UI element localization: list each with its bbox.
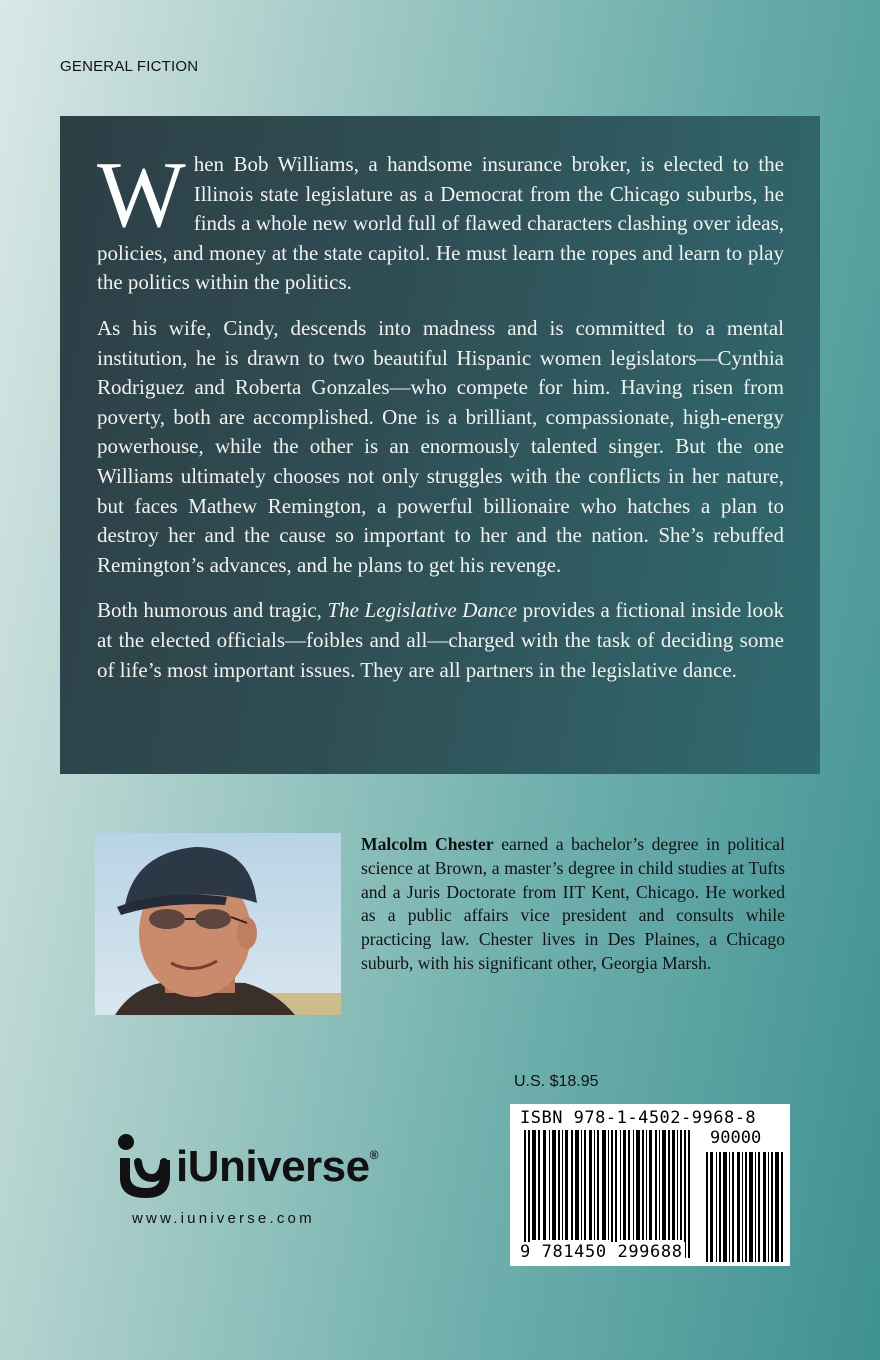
author-photo bbox=[95, 833, 341, 1015]
publisher-name-text: iUniverse bbox=[176, 1142, 370, 1191]
barcode bbox=[510, 1104, 790, 1266]
blurb-paragraph-2: As his wife, Cindy, descends into madness and is committed to a mental institution, he is drawn to two beautiful Hispanic women legislators—Cynthia Rodriguez and Roberta Gonzales—who compete for him. Having risen from poverty, both are accomplished. One is a brilliant, compassionate, high-energy powerhouse, while the other is an enormously talented singer. But the one Williams ultimately chooses not only struggles with the conflicts in her nature, but faces Mathew Remington, a powerful billionaire who hatches a plan to destroy her and the cause so important to her and the nation. She’s rebuffed Remington’s advances, and he plans to get his revenge. bbox=[97, 315, 784, 577]
author-bio-text: earned a bachelor’s degree in political science at Brown, a master’s degree in child studies at Tufts and a Juris Doctorate from IIT Kent, Chicago. He worked as a public affairs vice president and consults while practicing law. Chester lives in Des Plaines, a Chicago suburb, with his significant other, Georgia Marsh. bbox=[361, 834, 786, 973]
isbn-text: ISBN 978-1-4502-9968-8 bbox=[520, 1108, 757, 1128]
genre-label: GENERAL FICTION bbox=[60, 58, 199, 75]
publisher-name bbox=[176, 1142, 378, 1192]
publisher-website: www.iuniverse.com bbox=[132, 1210, 315, 1227]
blurb-paragraph-3-lead: Both humorous and tragic, bbox=[97, 598, 328, 623]
blurb-paragraph-3-rest: provides a fictional inside look at the elected officials—foibles and all—charged with the task of deciding some of life’s most important issues. They are all partners in the legislative dance. bbox=[97, 598, 784, 682]
author-name: Malcolm Chester bbox=[361, 834, 494, 854]
blurb-paragraph-1-text: hen Bob Williams, a handsome insurance broker, is elected to the Illinois state legislature as a Democrat from the Chicago suburbs, he finds a whole new world full of flawed characters clashing over ideas, policies, and money at the state capitol. He must learn the ropes and learn to play the politics within the politics. bbox=[97, 152, 784, 295]
drop-cap: W bbox=[97, 143, 186, 247]
author-bio bbox=[361, 833, 785, 976]
book-title: The Legislative Dance bbox=[327, 598, 518, 623]
blurb-paragraph-1 bbox=[97, 143, 784, 298]
publisher-logo bbox=[112, 1132, 412, 1232]
blurb-paragraph-3 bbox=[97, 596, 784, 685]
registered-mark: ® bbox=[369, 1148, 378, 1162]
blurb-box bbox=[60, 116, 820, 774]
price-label: U.S. $18.95 bbox=[514, 1073, 599, 1090]
author-section bbox=[95, 833, 785, 1015]
ean-digits: 9 781450 299688 bbox=[520, 1242, 683, 1262]
iuniverse-logo-icon bbox=[112, 1132, 176, 1204]
addon-number: 90000 bbox=[710, 1128, 762, 1148]
